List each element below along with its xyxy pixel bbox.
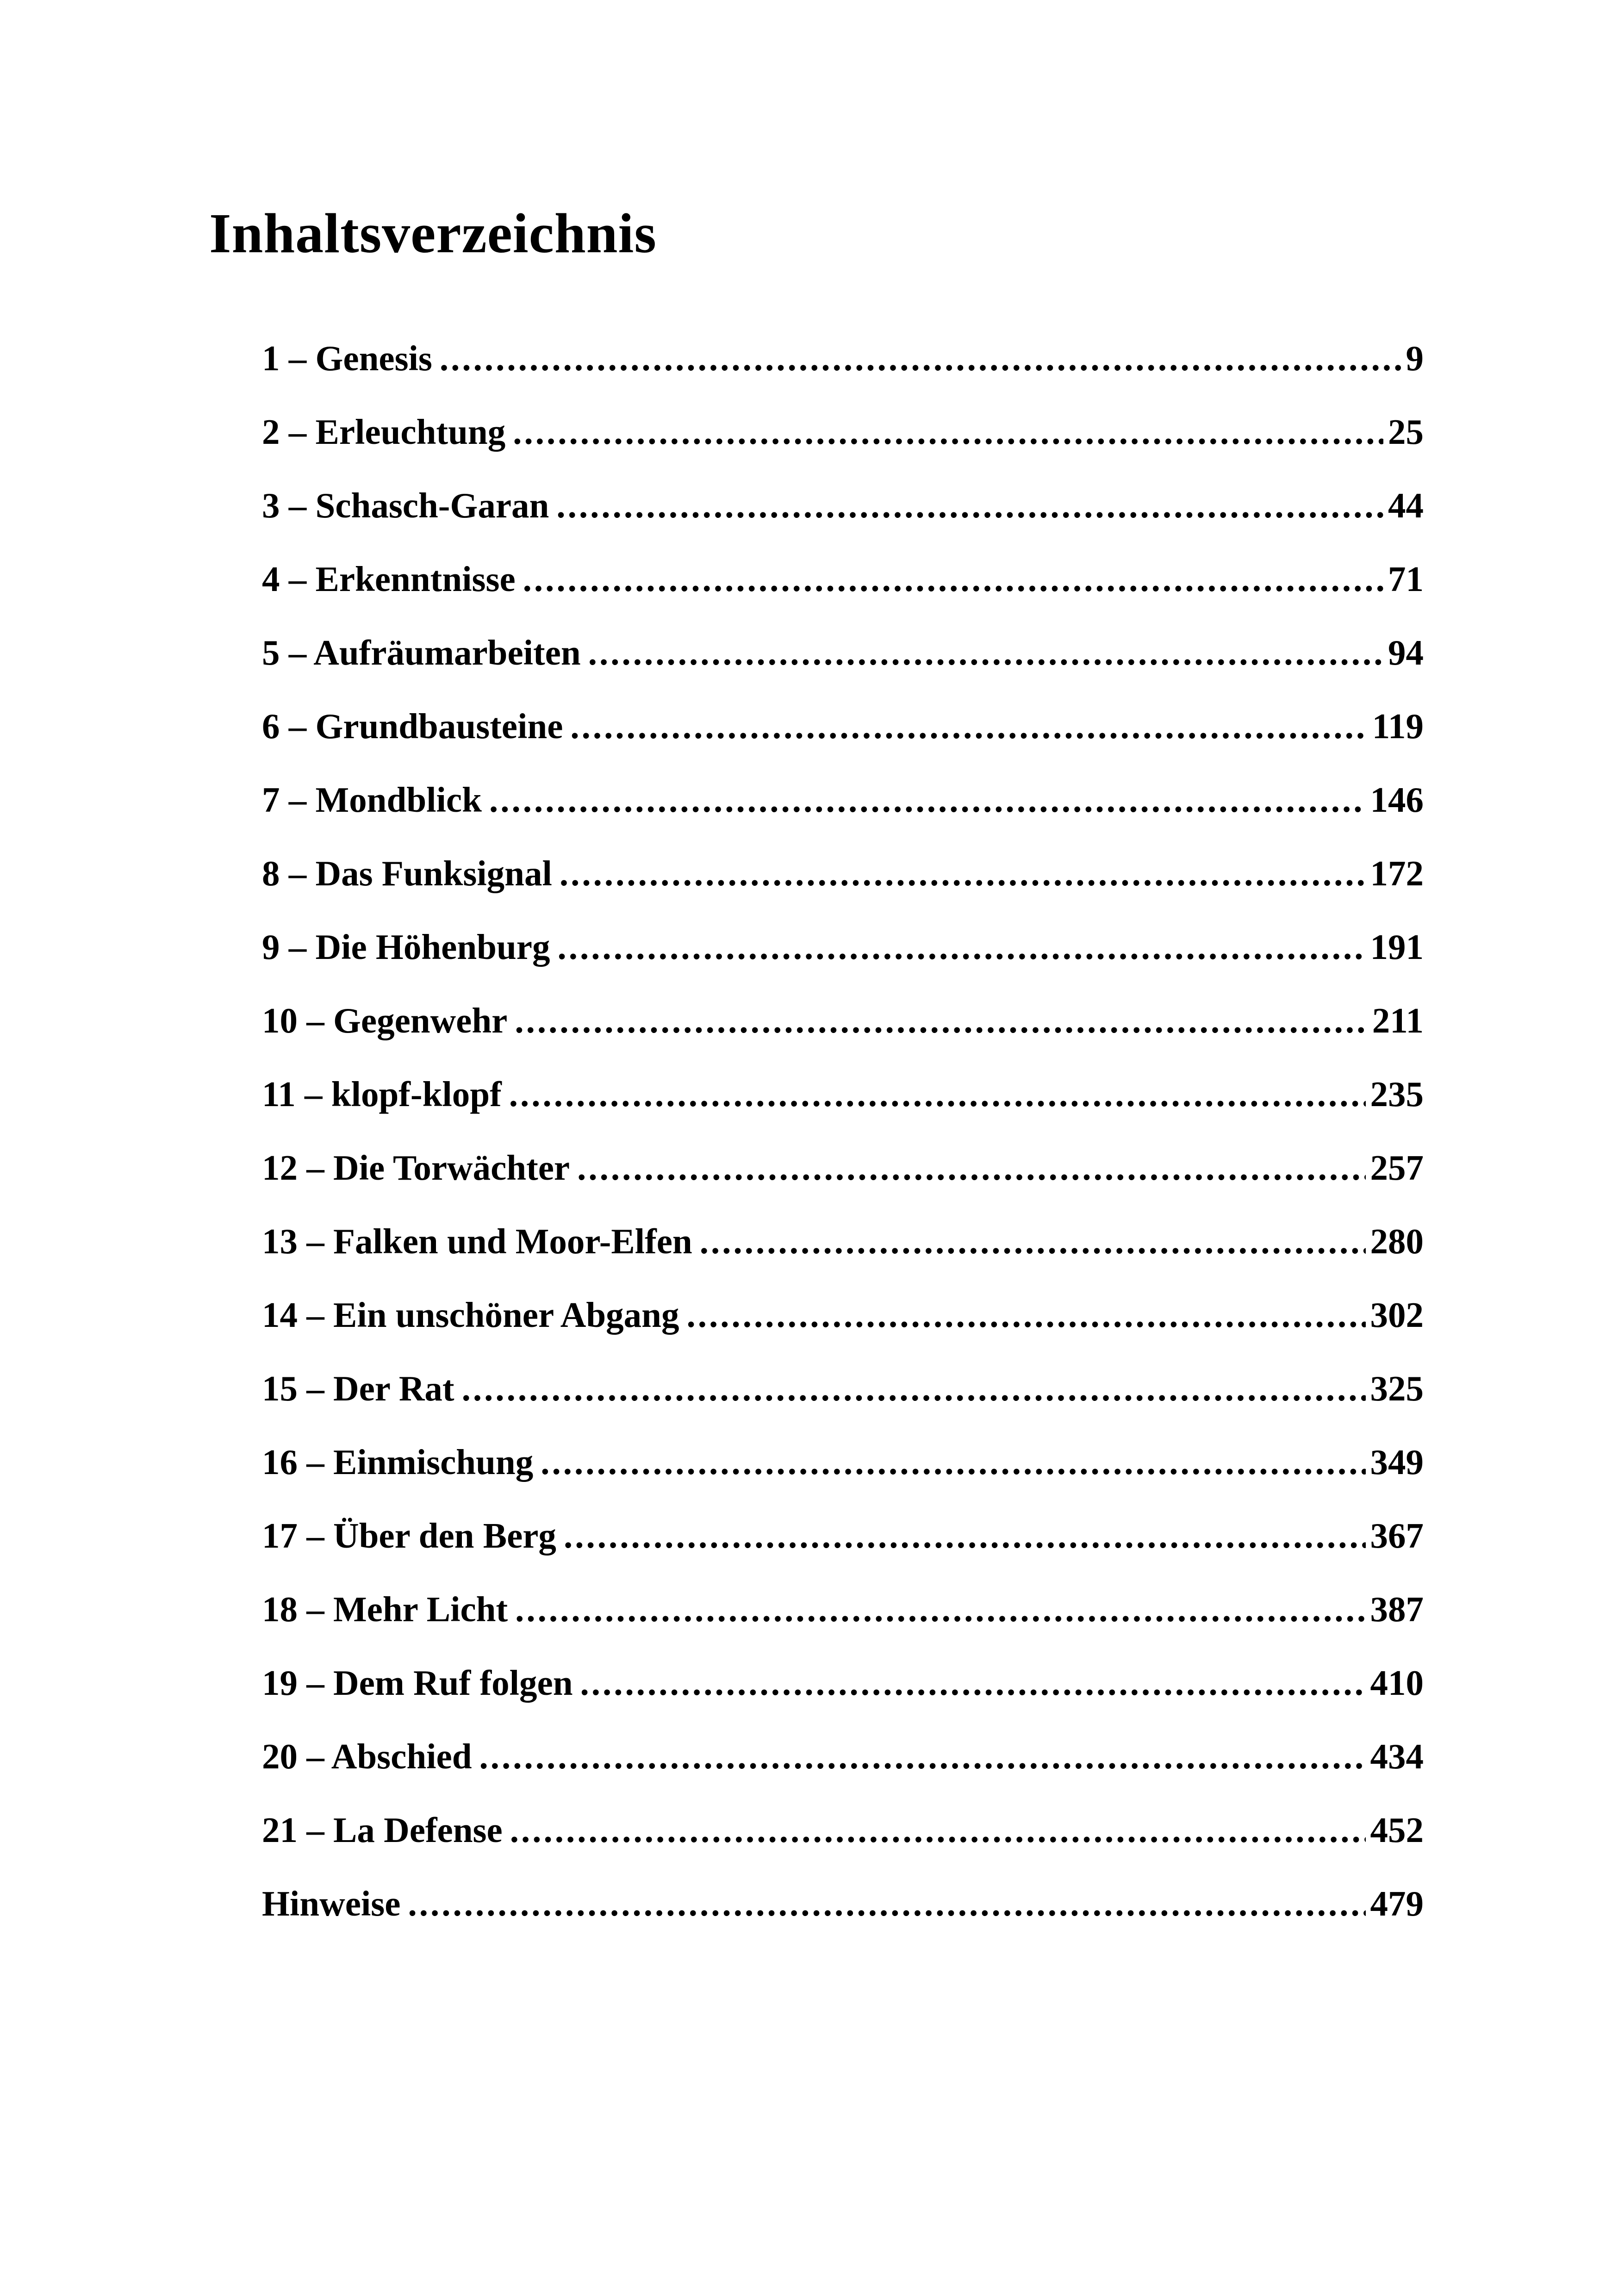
toc-row	[262, 706, 1424, 779]
toc-entry-label: 10 – Gegenwehr	[262, 1001, 508, 1041]
toc-entry-page: 410	[1370, 1663, 1424, 1703]
toc-row	[262, 1736, 1424, 1810]
toc-entry-label: 20 – Abschied	[262, 1736, 472, 1777]
toc-entry-page: 211	[1372, 1001, 1424, 1041]
toc-entry-label: 16 – Einmischung	[262, 1442, 534, 1482]
toc-row	[262, 1074, 1424, 1147]
toc-entry-label: 18 – Mehr Licht	[262, 1589, 508, 1630]
toc-dot-leader	[440, 338, 1401, 379]
toc-entry-page: 25	[1388, 412, 1424, 452]
toc-row	[262, 1662, 1424, 1736]
toc-entry-label: 12 – Die Torwächter	[262, 1148, 570, 1188]
toc-dot-leader	[557, 927, 1365, 968]
toc-entry-page: 119	[1372, 706, 1424, 747]
toc-dot-leader	[479, 1736, 1366, 1777]
toc-row	[262, 1442, 1424, 1515]
toc-dot-leader	[570, 706, 1367, 747]
toc-entry-label: 17 – Über den Berg	[262, 1516, 556, 1556]
toc-row	[262, 559, 1424, 632]
toc-row	[262, 1221, 1424, 1294]
toc-entry-label: 2 – Erleuchtung	[262, 412, 506, 452]
toc-row	[262, 853, 1424, 927]
toc-dot-leader	[556, 485, 1383, 526]
toc-row	[262, 485, 1424, 559]
toc-entry-page: 479	[1370, 1884, 1424, 1924]
toc-dot-leader	[580, 1662, 1366, 1704]
toc-entry-page: 452	[1370, 1810, 1424, 1850]
toc-entry-page: 94	[1388, 633, 1424, 673]
toc-entry-label: 11 – klopf-klopf	[262, 1074, 502, 1114]
toc-entry-label: 14 – Ein unschöner Abgang	[262, 1295, 679, 1335]
toc-dot-leader	[700, 1221, 1366, 1262]
toc-entry-page: 44	[1388, 485, 1424, 526]
toc-entry-label: 6 – Grundbausteine	[262, 706, 563, 747]
toc-entry-label: 8 – Das Funksignal	[262, 853, 552, 894]
toc-dot-leader	[515, 1000, 1367, 1041]
toc-row	[262, 1515, 1424, 1589]
toc-dot-leader	[577, 1147, 1365, 1188]
toc-entry-label: 13 – Falken und Moor-Elfen	[262, 1221, 692, 1262]
toc-dot-leader	[523, 559, 1383, 600]
toc-entry-label: 3 – Schasch-Garan	[262, 485, 549, 526]
toc-entry-label: Hinweise	[262, 1884, 401, 1924]
toc-entry-label: 19 – Dem Ruf folgen	[262, 1663, 573, 1703]
toc-entry-page: 191	[1370, 927, 1424, 967]
toc-entry-page: 235	[1370, 1074, 1424, 1114]
toc-entry-label: 4 – Erkenntnisse	[262, 559, 516, 599]
toc-dot-leader	[489, 779, 1366, 821]
toc-row	[262, 927, 1424, 1000]
toc-row	[262, 1883, 1424, 1957]
toc-entry-label: 1 – Genesis	[262, 338, 432, 379]
toc-row	[262, 411, 1424, 485]
toc-row	[262, 779, 1424, 853]
toc-dot-leader	[510, 1810, 1366, 1851]
toc-dot-leader	[515, 1589, 1365, 1630]
toc-entry-page: 280	[1370, 1221, 1424, 1262]
page-title: Inhaltsverzeichnis	[209, 202, 657, 265]
toc-entry-page: 325	[1370, 1369, 1424, 1409]
toc-entry-page: 387	[1370, 1589, 1424, 1630]
toc-row	[262, 1810, 1424, 1883]
toc-entry-page: 71	[1388, 559, 1424, 599]
toc-row	[262, 1147, 1424, 1221]
toc-entry-page: 9	[1406, 338, 1424, 379]
toc-dot-leader	[588, 632, 1383, 673]
toc-dot-leader	[408, 1883, 1365, 1924]
toc-entry-page: 367	[1370, 1516, 1424, 1556]
toc-entry-page: 257	[1370, 1148, 1424, 1188]
toc-entry-page: 146	[1370, 780, 1424, 820]
toc-dot-leader	[509, 1074, 1366, 1115]
toc-entry-label: 15 – Der Rat	[262, 1369, 454, 1409]
toc-entry-page: 349	[1370, 1442, 1424, 1482]
toc-row	[262, 632, 1424, 706]
toc-dot-leader	[462, 1368, 1366, 1409]
toc-row	[262, 1368, 1424, 1442]
toc-entry-label: 9 – Die Höhenburg	[262, 927, 550, 967]
toc-entry-label: 21 – La Defense	[262, 1810, 503, 1850]
toc-dot-leader	[564, 1515, 1366, 1556]
toc-dot-leader	[541, 1442, 1365, 1483]
toc-row	[262, 338, 1424, 411]
toc-entry-label: 5 – Aufräumarbeiten	[262, 633, 581, 673]
toc-row	[262, 1294, 1424, 1368]
toc-entry-label: 7 – Mondblick	[262, 780, 482, 820]
toc-row	[262, 1000, 1424, 1074]
toc-list	[262, 338, 1424, 1957]
toc-dot-leader	[513, 411, 1383, 453]
toc-dot-leader	[560, 853, 1366, 894]
toc-dot-leader	[686, 1294, 1365, 1336]
toc-entry-page: 172	[1370, 853, 1424, 894]
toc-entry-page: 302	[1370, 1295, 1424, 1335]
toc-row	[262, 1589, 1424, 1662]
toc-entry-page: 434	[1370, 1736, 1424, 1777]
